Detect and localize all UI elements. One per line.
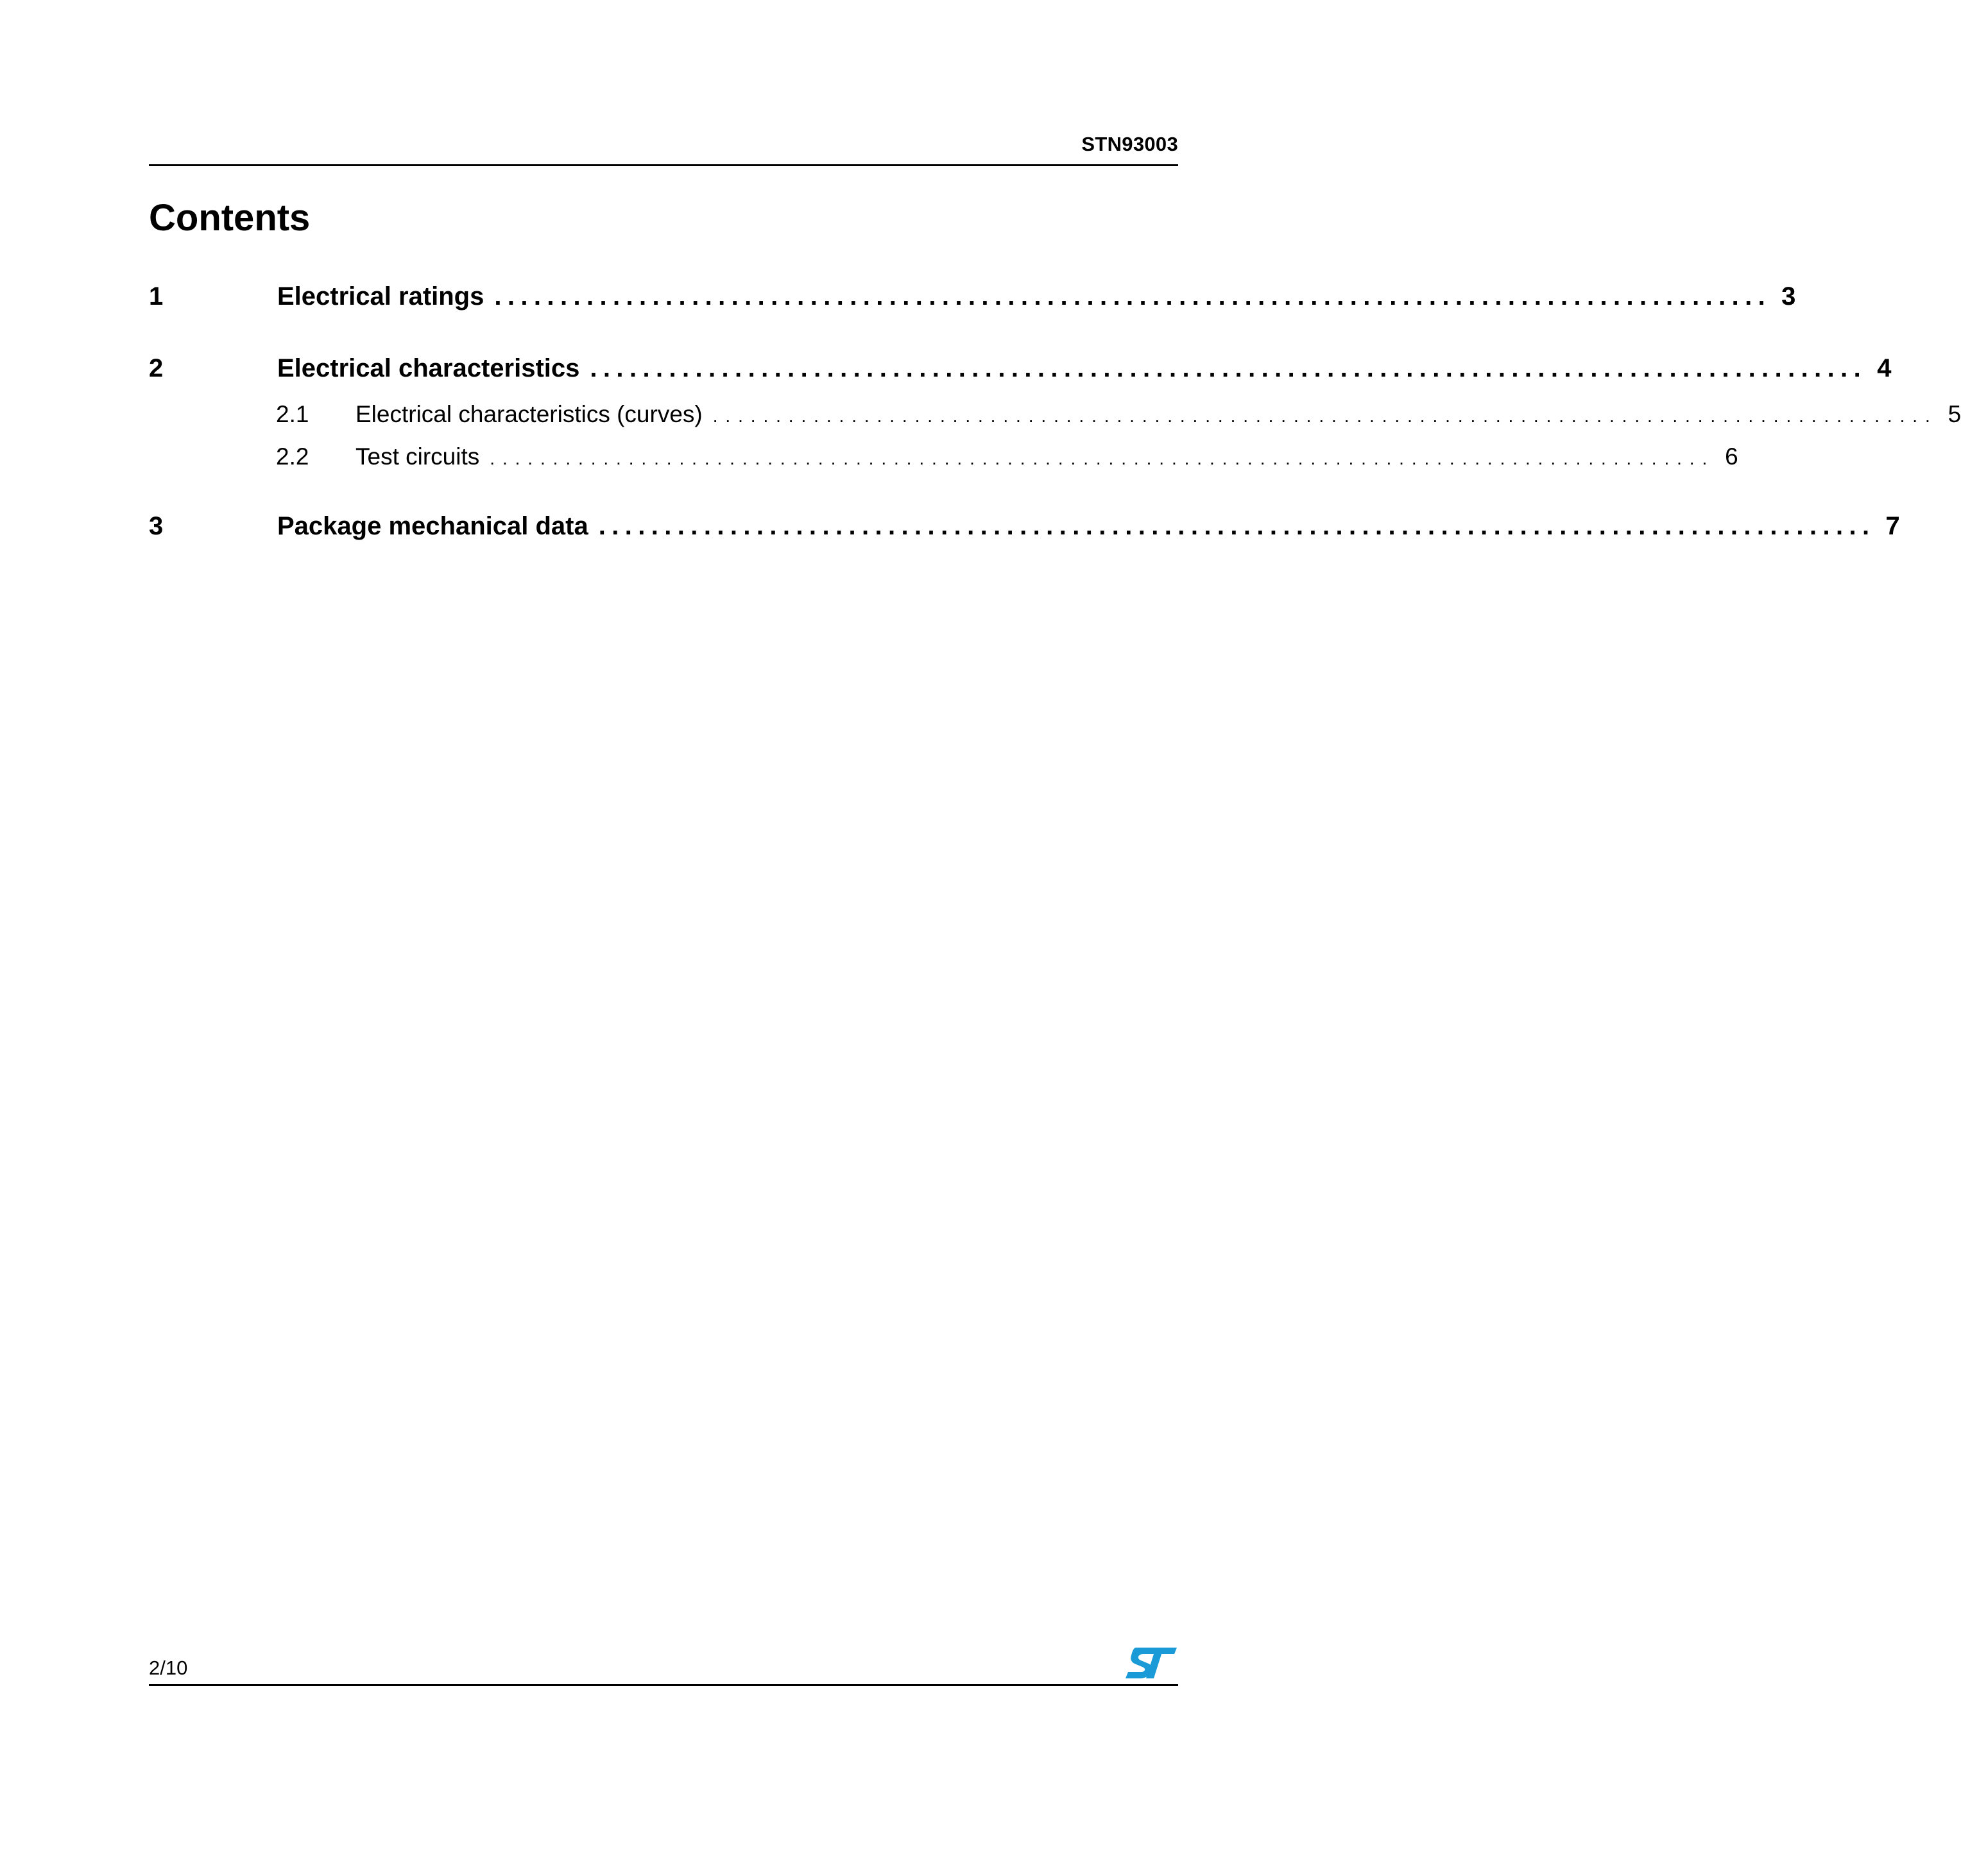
toc-entry-page: 6 — [1725, 443, 1738, 470]
toc-entry-number: 3 — [149, 512, 164, 540]
toc-entry-2-1[interactable] — [276, 401, 1961, 428]
toc-entry-number: 2.2 — [276, 443, 309, 470]
toc-entry-number: 2.1 — [276, 401, 309, 427]
toc-entry-page: 4 — [1877, 354, 1892, 382]
toc-entry-number: 1 — [149, 282, 164, 311]
toc-entry-3[interactable] — [149, 512, 1900, 541]
header-rule — [149, 164, 1178, 166]
toc-dot-leader: ................................................................................................. — [494, 282, 1772, 311]
toc-dot-leader: ................................................................................................. — [598, 512, 1876, 540]
page-title: Contents — [149, 197, 311, 239]
toc-entry-page: 7 — [1885, 512, 1900, 540]
toc-entry-2-2[interactable] — [276, 443, 1738, 470]
footer-rule — [149, 1684, 1178, 1686]
toc-entry-page: 3 — [1781, 282, 1796, 311]
toc-entry-title: Package mechanical data — [277, 512, 588, 540]
toc-entry-title: Electrical characteristics (curves) — [355, 401, 703, 427]
toc-dot-leader: ................................................................................................. — [490, 448, 1715, 468]
toc-entry-title: Electrical characteristics — [277, 354, 580, 382]
toc-dot-leader: ................................................................................................. — [590, 354, 1867, 382]
toc-entry-title: Electrical ratings — [277, 282, 484, 311]
st-logo-icon — [1124, 1646, 1178, 1680]
toc-entry-page: 5 — [1948, 401, 1961, 427]
toc-entry-2[interactable] — [149, 354, 1892, 383]
toc-entry-1[interactable] — [149, 282, 1796, 311]
toc-entry-number: 2 — [149, 354, 164, 382]
footer-page-indicator: 2/10 — [149, 1657, 188, 1679]
toc-dot-leader: ................................................................................................. — [712, 406, 1938, 426]
header-doc-code: STN93003 — [1081, 133, 1178, 155]
toc-entry-title: Test circuits — [355, 443, 480, 470]
